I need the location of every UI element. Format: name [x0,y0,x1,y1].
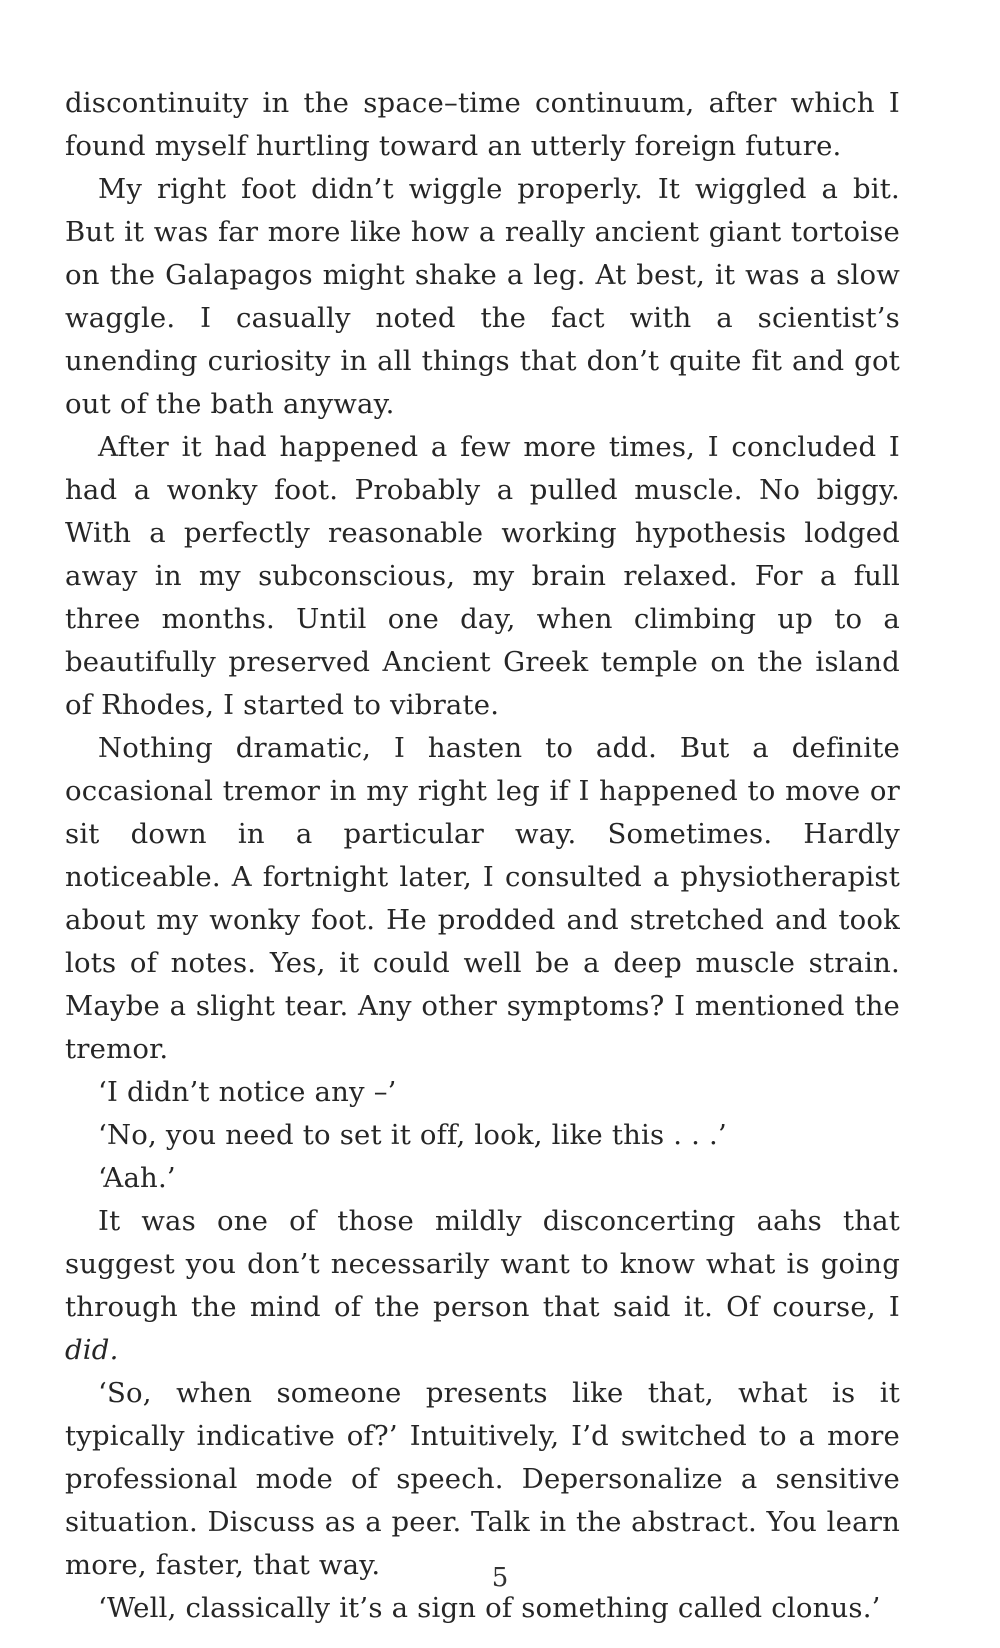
paragraph-wonky-foot: After it had happened a few more times, I concluded I had a wonky foot. Probably a pulled muscle. No biggy. With a perfectly reasonable working hypothesis lodged away in my subconscious, my brain relaxed. For a full three months. Until one day, when climbing up to a beautifully preserved Ancient Greek temple on the island of Rhodes, I started to vibrate. [65,431,900,721]
paragraph-aahs-text: It was one of those mildly disconcerting aahs that suggest you don’t necessarily want to know what is going through the mind of the person that said it. Of course, I [65,1205,900,1323]
emphasis-did: did. [65,1334,119,1366]
paragraph-tremor: Nothing dramatic, I hasten to add. But a definite occasional tremor in my right leg if I happened to move or sit down in a particular way. Sometimes. Hardly noticeable. A fortnight later, I consulted a physiotherapist about my wonky foot. He prodded and stretched and took lots of notes. Yes, it could well be a deep muscle strain. Maybe a slight tear. Any other symptoms? I mentioned the tremor. [65,732,900,1065]
dialogue-line-2: ‘No, you need to set it off, look, like this . . .’ [98,1119,727,1151]
paragraph-clonus: ‘Well, classically it’s a sign of something called clonus.’ [98,1592,881,1624]
body-text [65,82,900,1630]
paragraph-aahs [65,1200,900,1372]
paragraph-professional-speech: ‘So, when someone presents like that, what is it typically indicative of?’ Intuitively, I’d switched to a more professional mode of speech. Depersonalize a sensitive situation. Discuss as a peer. Talk in the abstract. You learn more, faster, that way. [65,1377,900,1581]
paragraph-continuation: discontinuity in the space–time continuum, after which I found myself hurtling toward an utterly foreign future. [65,87,900,162]
dialogue-line-1: ‘I didn’t notice any –’ [98,1076,397,1108]
dialogue-line-3: ‘Aah.’ [98,1162,176,1194]
page-number: 5 [491,1563,509,1593]
paragraph-right-foot: My right foot didn’t wiggle properly. It wiggled a bit. But it was far more like how a really ancient giant tortoise on the Galapagos might shake a leg. At best, it was a slow waggle. I casually noted the fact with a scientist’s unending curiosity in all things that don’t quite fit and got out of the bath anyway. [65,173,900,420]
